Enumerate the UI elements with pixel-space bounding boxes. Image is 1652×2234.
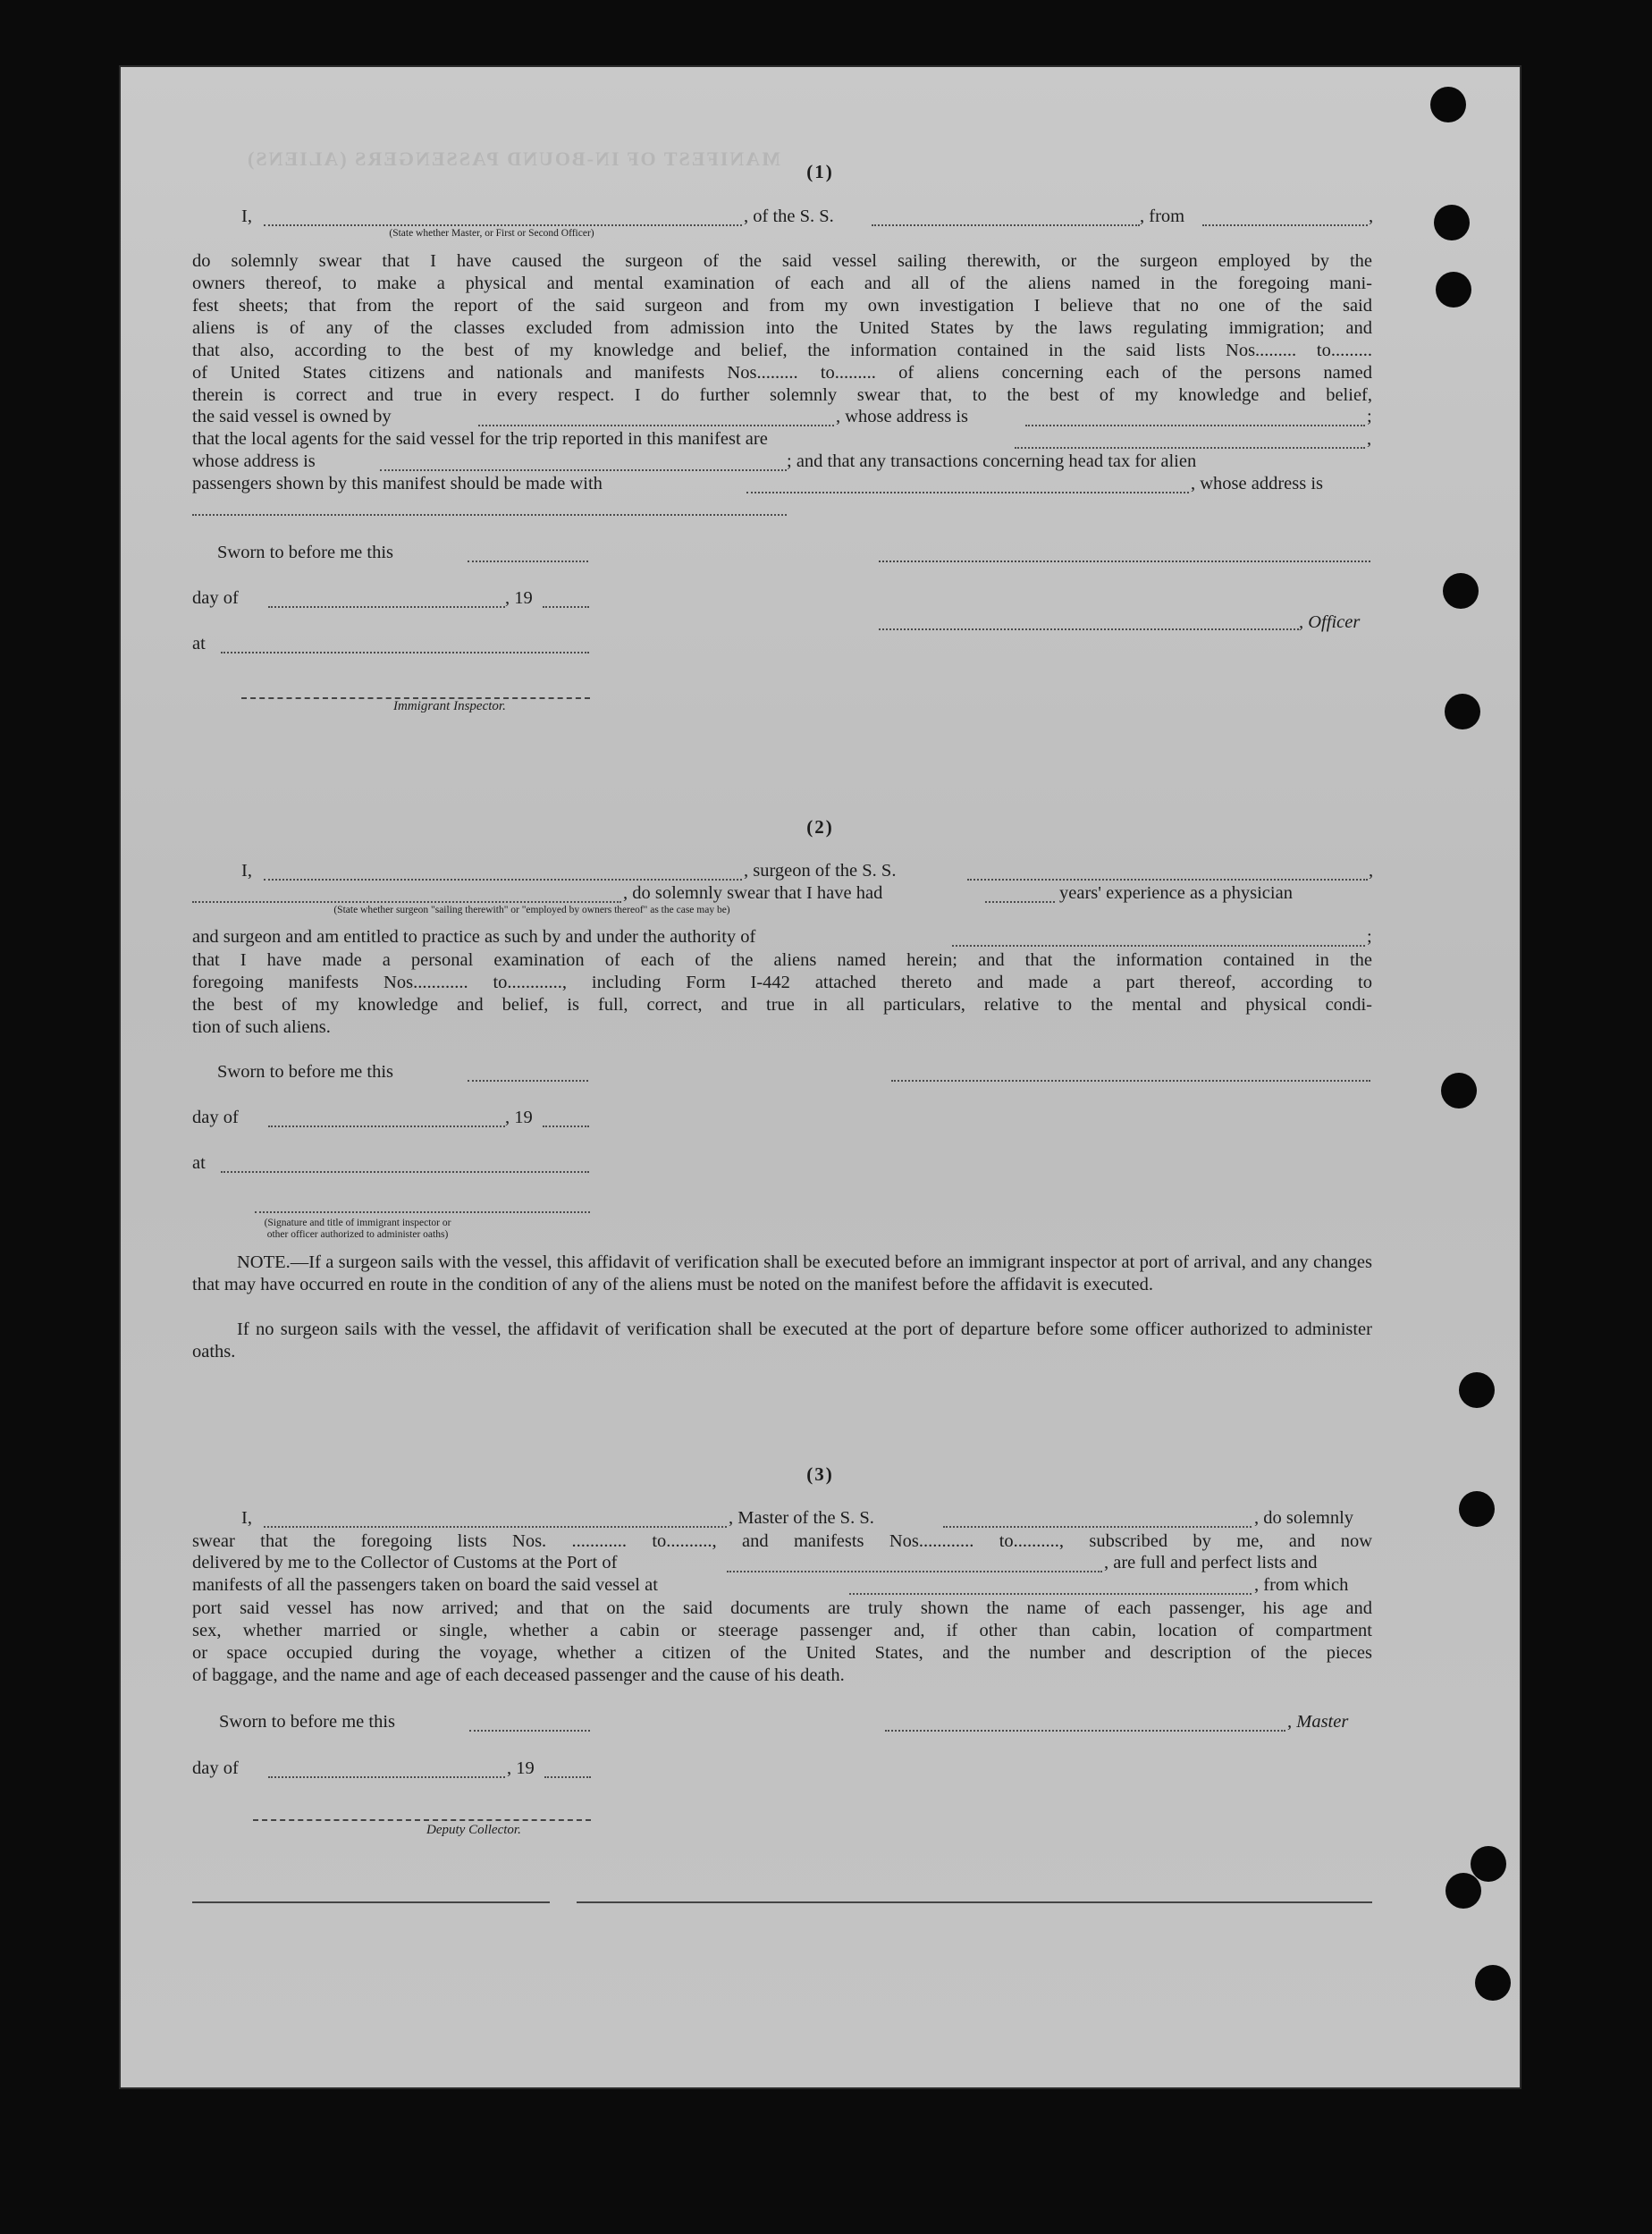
- footer-rule-right: [577, 1901, 1372, 1903]
- s1-line: owners thereof, to make a physical and mental examination of each and all of the aliens named in the foregoing mani-: [192, 274, 1372, 293]
- s3-year-blank: [544, 1776, 591, 1778]
- s2-sworn-label: Sworn to before me this: [217, 1062, 393, 1082]
- s1-line: fest sheets; that from the report of the said surgeon and from my own investigation I believe that no one of the said: [192, 296, 1372, 316]
- s1-headtax-address-blank: [192, 514, 787, 516]
- s3-sworn-blank: [469, 1730, 590, 1732]
- s1-from-blank: [1202, 224, 1368, 226]
- s1-agent-address-blank: [380, 469, 787, 471]
- s2-ship-blank: [967, 879, 1368, 881]
- s2-line1-end: ,: [1369, 861, 1374, 881]
- s3-day-blank: [268, 1776, 505, 1778]
- s1-ship-blank: [872, 224, 1140, 226]
- s2-i-label: I,: [241, 861, 252, 881]
- s1-line1-end: ,: [1369, 207, 1374, 226]
- s2-day-of-label: day of: [192, 1108, 239, 1127]
- s3-collector-signature-line: [253, 1819, 591, 1821]
- binder-hole: [1436, 272, 1471, 308]
- s2-status-blank: [192, 901, 621, 903]
- s1-headtax-blank: [746, 492, 1189, 493]
- binder-hole: [1443, 573, 1479, 609]
- s1-day-blank: [268, 606, 505, 608]
- section-2-number: (2): [806, 816, 834, 838]
- s3-year-label: , 19: [507, 1758, 535, 1778]
- s1-day-of-label: day of: [192, 588, 239, 608]
- s1-address-label: whose address is: [192, 451, 316, 471]
- s3-line: of baggage, and the name and age of each deceased passenger and the cause of his death.: [192, 1665, 845, 1685]
- s1-owner-blank: [478, 425, 834, 426]
- s2-line: tion of such aliens.: [192, 1017, 331, 1037]
- s1-headtax-text: ; and that any transactions concerning head tax for alien: [787, 451, 1197, 471]
- s3-port-blank: [727, 1571, 1102, 1572]
- s1-officer-blank-2: [879, 628, 1299, 630]
- s3-collector-label: delivered by me to the Collector of Customs at the Port of: [192, 1553, 618, 1572]
- section-3-number: (3): [806, 1463, 834, 1485]
- s1-line: therein is correct and true in every respect. I do further solemnly swear that, to the best of my knowledge and belief,: [192, 385, 1372, 405]
- binder-hole: [1471, 1846, 1506, 1882]
- s2-oath-label: , do solemnly swear that I have had: [623, 883, 883, 903]
- binder-hole: [1475, 1965, 1511, 2001]
- s1-passengers-label: passengers shown by this manifest should be made with: [192, 474, 603, 493]
- s2-at-label: at: [192, 1153, 206, 1173]
- s2-authority-label: and surgeon and am entitled to practice as such by and under the authority of: [192, 927, 756, 947]
- s3-line: port said vessel has now arrived; and that on the said documents are truly shown the name of each passenger, his age and: [192, 1598, 1372, 1618]
- s2-year-label: , 19: [505, 1108, 533, 1127]
- s2-note: [192, 1252, 1372, 1296]
- s3-lists-line: swear that the foregoing lists Nos. ............ to.........., and manifests Nos............ to.........., subscribed by me, and now: [192, 1531, 1372, 1551]
- s1-of-ss-label: , of the S. S.: [744, 207, 834, 226]
- binder-hole: [1430, 87, 1466, 122]
- binder-hole: [1446, 1873, 1481, 1909]
- s2-years-blank: [985, 901, 1055, 903]
- s2-surgeon-caption: (State whether surgeon "sailing therewith" or "employed by owners thereof" as the case may be): [333, 905, 730, 915]
- s3-solemnly-label: , do solemnly: [1254, 1508, 1354, 1528]
- binder-hole: [1445, 694, 1480, 729]
- s1-officer-label: , Officer: [1299, 612, 1361, 632]
- s3-departure-blank: [849, 1593, 1252, 1595]
- s1-owned-by-label: the said vessel is owned by: [192, 407, 392, 426]
- s1-officer-signature-line: [879, 561, 1370, 562]
- s1-sworn-blank: [468, 561, 588, 562]
- s1-at-blank: [221, 652, 589, 653]
- s1-from-label: , from: [1140, 207, 1185, 226]
- s1-line: that also, according to the best of my knowledge and belief, the information contained in the said lists Nos......... to.........: [192, 341, 1372, 360]
- s2-day-blank: [268, 1125, 505, 1127]
- s3-perfect-label: , are full and perfect lists and: [1104, 1553, 1318, 1572]
- s2-line: the best of my knowledge and belief, is full, correct, and true in all particulars, relative to the mental and physical condi-: [192, 995, 1372, 1015]
- s3-master-label: , Master of the S. S.: [729, 1508, 874, 1528]
- s2-note-text: —If a surgeon sails with the vessel, this affidavit of verification shall be executed before an immigrant inspector at port of arrival, and any changes that may have occurred en route in the condition of any of the aliens must be noted on the manifest before the affidavit is executed.: [192, 1252, 1372, 1294]
- s3-master-signature-line: [885, 1730, 1285, 1732]
- s1-line: of United States citizens and nationals and manifests Nos......... to......... of aliens concerning each of the persons named: [192, 363, 1372, 383]
- s3-collector-caption: Deputy Collector.: [426, 1823, 521, 1837]
- s1-agents-end: ,: [1367, 429, 1372, 449]
- s2-surgeon-signature-line: [891, 1080, 1370, 1082]
- footer-rule-left: [192, 1901, 550, 1903]
- s2-authority-blank: [952, 945, 1365, 947]
- section-1-number: (1): [806, 161, 834, 182]
- s2-note-2: If no surgeon sails with the vessel, the affidavit of verification shall be executed at the port of departure before some officer authorized to administer oaths.: [192, 1319, 1372, 1361]
- s1-i-label: I,: [241, 207, 252, 226]
- binder-hole: [1459, 1372, 1495, 1408]
- s3-line: sex, whether married or single, whether a cabin or steerage passenger and, if other than cabin, location of compartment: [192, 1621, 1372, 1640]
- s1-line: aliens is of any of the classes excluded from admission into the United States by the laws regulating immigration; and: [192, 318, 1372, 338]
- s1-year-label: , 19: [505, 588, 533, 608]
- s1-owned-by-end: ;: [1367, 407, 1372, 426]
- s2-authority-end: ;: [1367, 927, 1372, 947]
- s3-ship-blank: [943, 1526, 1252, 1528]
- s1-owner-address-label: , whose address is: [836, 407, 969, 426]
- s1-at-label: at: [192, 634, 206, 653]
- bleed-through-header: MANIFEST OF IN-BOUND PASSENGERS (ALIENS): [246, 148, 780, 170]
- s2-note-label: NOTE.: [237, 1252, 291, 1272]
- binder-hole: [1459, 1491, 1495, 1527]
- s2-signature-caption: (Signature and title of immigrant inspector or other officer authorized to administer oaths): [264, 1218, 451, 1240]
- s1-line: do solemnly swear that I have caused the surgeon of the said vessel sailing therewith, or the surgeon employed by the: [192, 251, 1372, 271]
- s3-manifests-label: manifests of all the passengers taken on board the said vessel at: [192, 1575, 658, 1595]
- s1-owner-address-blank: [1025, 425, 1365, 426]
- s3-i-label: I,: [241, 1508, 252, 1528]
- s3-day-of-label: day of: [192, 1758, 239, 1778]
- s1-agents-label: that the local agents for the said vessel for the trip reported in this manifest are: [192, 429, 768, 449]
- s2-surgeon-blank: [264, 879, 742, 881]
- s2-inspector-signature-line: [255, 1211, 590, 1213]
- s2-years-label: years' experience as a physician: [1059, 883, 1293, 903]
- s1-sworn-label: Sworn to before me this: [217, 543, 393, 562]
- s3-master-blank: [264, 1526, 727, 1528]
- s2-year-blank: [543, 1125, 589, 1127]
- s2-line: that I have made a personal examination of each of the aliens named herein; and that the information contained in the: [192, 950, 1372, 970]
- s3-from-which-label: , from which: [1254, 1575, 1349, 1595]
- s1-officer-caption: (State whether Master, or First or Second Officer): [389, 228, 594, 239]
- s2-sworn-blank: [468, 1080, 588, 1082]
- s2-line: foregoing manifests Nos............ to............, including Form I-442 attached thereto and made a part thereof, according to: [192, 973, 1372, 992]
- binder-hole: [1434, 205, 1470, 240]
- manifest-page: [121, 67, 1520, 2087]
- binder-hole: [1441, 1073, 1477, 1109]
- s2-at-blank: [221, 1171, 589, 1173]
- s2-surgeon-label: , surgeon of the S. S.: [744, 861, 897, 881]
- s1-agents-blank: [1015, 447, 1365, 449]
- s3-sworn-label: Sworn to before me this: [219, 1712, 395, 1732]
- s3-line: or space occupied during the voyage, whether a citizen of the United States, and the number and description of the pieces: [192, 1643, 1372, 1663]
- s1-passengers-address-label: , whose address is: [1191, 474, 1324, 493]
- s1-inspector-caption: Immigrant Inspector.: [393, 699, 506, 713]
- s1-year-blank: [543, 606, 589, 608]
- s3-master-signature-label: , Master: [1287, 1712, 1349, 1732]
- s1-officer-blank: [264, 224, 742, 226]
